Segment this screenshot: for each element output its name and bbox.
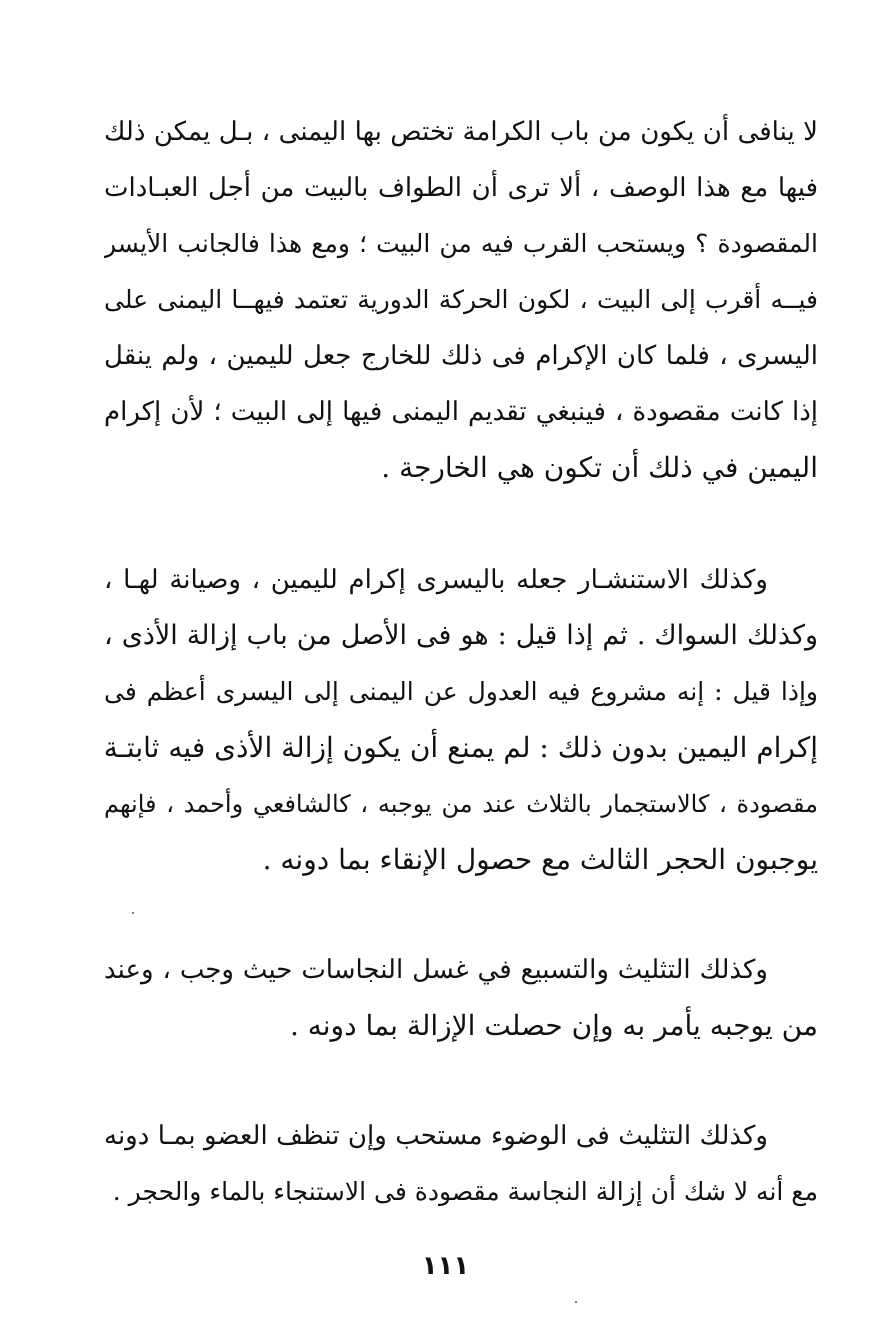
text-line: وإذا قيل : إنه مشروع فيه العدول عن اليمنى إلى اليسرى أعظم فى [104,677,818,706]
scan-speck [575,1301,577,1303]
text-line: إذا كانت مقصودة ، فينبغي تقديم اليمنى فيها إلى البيت ؛ لأن إكرام [104,397,818,427]
text-line: لا ينافى أن يكون من باب الكرامة تختص بها اليمنى ، بـل يمكن ذلك [104,117,818,147]
paragraph-1 [104,104,818,496]
text-line: إكرام اليمين بدون ذلك : لم يمنع أن يكون إزالة الأذى فيه ثابتـة [104,731,818,764]
text-line: المقصودة ؟ ويستحب القرب فيه من البيت ؛ ومع هذا فالجانب الأيسر [104,229,818,258]
text-line: وكذلك التثليث فى الوضوء مستحب وإن تنظف العضو بمـا دونه [104,1121,768,1151]
text-line: وكذلك الاستنشـار جعله باليسرى إكرام لليمين ، وصيانة لهـا ، [104,565,768,595]
paragraph-3 [104,942,818,1054]
text-line: فيها مع هذا الوصف ، ألا ترى أن الطواف بالبيت من أجل العبـادات [104,173,818,203]
text-line: اليسرى ، فلما كان الإكرام فى ذلك للخارج جعل لليمين ، ولم ينقل [104,341,818,371]
text-line: وكذلك التثليث والتسبيع في غسل النجاسات حيث وجب ، وعند [104,955,768,985]
paragraph-4 [104,1108,818,1220]
text-line: وكذلك السواك . ثم إذا قيل : هو فى الأصل من باب إزالة الأذى ، [104,620,818,651]
page-number: ١١١ [421,1251,470,1281]
paragraph-2 [104,552,818,888]
text-line: يوجبون الحجر الثالث مع حصول الإنقاء بما دونه . [262,843,818,876]
text-line: مقصودة ، كالاستجمار بالثلاث عند من يوجبه ، كالشافعي وأحمد ، فإنهم [104,790,818,818]
text-line: من يوجبه يأمر به وإن حصلت الإزالة بما دونه . [289,1009,818,1042]
text-line: فيــه أقرب إلى البيت ، لكون الحركة الدورية تعتمد فيهــا اليمنى على [104,285,818,314]
text-line: مع أنه لا شك أن إزالة النجاسة مقصودة فى الاستنجاء بالماء والحجر . [112,1177,818,1206]
text-line: اليمين في ذلك أن تكون هي الخارجة . [381,451,818,484]
scan-speck [132,912,134,914]
